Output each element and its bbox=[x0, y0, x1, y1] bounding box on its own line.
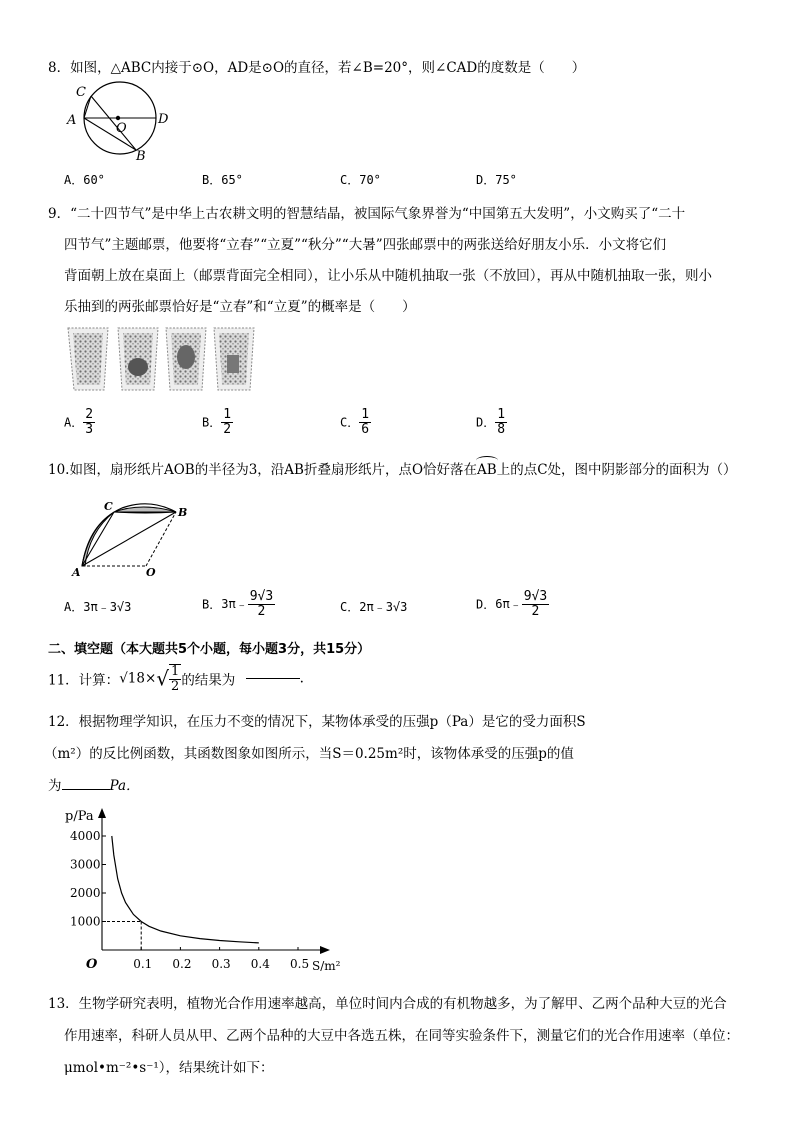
q12-chart bbox=[60, 804, 350, 976]
y-axis-label: p/Pa bbox=[65, 809, 94, 824]
q10-option-d: D．6π﹣ $\frac{9√3}{2}$ bbox=[476, 589, 548, 619]
section-2-heading: 二、填空题（本大题共5个小题，每小题3分，共15分） bbox=[48, 642, 371, 657]
stamp-2-image bbox=[118, 328, 158, 390]
q9-line-1: 9．“二十四节气”是中华上古农耕文明的智慧结晶，被国际气象界誉为“中国第五大发明”，小文购买了“二十 bbox=[48, 206, 686, 222]
q10-option-a: A．3π﹣3√3 bbox=[64, 600, 132, 614]
x-tick-label: 0.2 bbox=[172, 957, 192, 971]
y-tick-label: 4000 bbox=[70, 829, 101, 843]
x-axis-arrow bbox=[320, 946, 330, 954]
x-axis-label: S/m² bbox=[312, 959, 341, 973]
q10-option-b: B．3π﹣ $\frac{9√3}{2}$ bbox=[202, 589, 274, 619]
q8-label-d: D bbox=[158, 112, 169, 127]
q9-option-d: D． $\frac{1}{8}$ bbox=[476, 407, 506, 437]
q8-option-a: A．60° bbox=[64, 173, 105, 187]
q10-label-c: C bbox=[104, 500, 113, 513]
x-tick-label: 0.3 bbox=[211, 957, 231, 971]
x-tick-label: 0.4 bbox=[250, 957, 270, 971]
x-tick-label: 0.1 bbox=[133, 957, 153, 971]
q12-line-3: 为 Pa． bbox=[48, 778, 140, 794]
stamp-3-image bbox=[166, 328, 206, 390]
q9-option-c: C． $\frac{1}{6}$ bbox=[340, 407, 370, 437]
q11-answer-blank[interactable] bbox=[246, 678, 300, 679]
q12-answer-blank[interactable] bbox=[62, 789, 110, 790]
q10-text: 10.如图，扇形纸片AOB的半径为3，沿AB折叠扇形纸片，点O恰好落在 AB上的点C处，图中阴影部分的面积为（） bbox=[48, 458, 737, 478]
q10-label-b: B bbox=[178, 506, 188, 519]
q13-line-2: 作用速率，科研人员从甲、乙两个品种的大豆中各选五株，在同等实验条件下，测量它们的光合作用速率（单位： bbox=[64, 1028, 739, 1044]
stamp-1-image bbox=[68, 328, 108, 390]
q9-option-a: A． $\frac{2}{3}$ bbox=[64, 407, 94, 437]
stamp-4-image bbox=[214, 328, 254, 390]
q11-text: 11．计算：√18×√ $\frac{1}{2}$ 的结果为 . bbox=[48, 664, 304, 694]
y-tick-label: 3000 bbox=[70, 857, 101, 872]
q9-line-2: 四节气”主题邮票，他要将“立春”“立夏”“秋分”“大暑”四张邮票中的两张送给好朋友小乐．小文将它们 bbox=[64, 237, 667, 253]
q9-line-4: 乐抽到的两张邮票恰好是“立春”和“立夏”的概率是（ ） bbox=[64, 299, 416, 315]
q8-text: 8．如图，△ABC内接于⊙O，AD是⊙O的直径，若∠B=20°，则∠CAD的度数是（ ） bbox=[48, 60, 586, 76]
q8-label-c: C bbox=[76, 85, 86, 100]
q10-label-a: A bbox=[72, 566, 81, 579]
q8-label-o: O bbox=[116, 121, 127, 136]
y-tick-label: 1000 bbox=[70, 914, 101, 929]
q8-label-b: B bbox=[136, 149, 146, 164]
q10-option-c: C．2π﹣3√3 bbox=[340, 600, 408, 614]
q8-option-c: C．70° bbox=[340, 173, 381, 187]
q12-line-2: （m²）的反比例函数，其函数图象如图所示，当S＝0.25m²时，该物体承受的压强p的值 bbox=[44, 746, 574, 762]
q12-line-1: 12．根据物理学知识，在压力不变的情况下，某物体承受的压强p（Pa）是它的受力面积S bbox=[48, 714, 586, 730]
q8-option-d: D．75° bbox=[476, 173, 517, 187]
y-tick-label: 2000 bbox=[70, 886, 101, 900]
x-tick-label: 0.5 bbox=[290, 957, 310, 971]
series-curve bbox=[112, 836, 259, 943]
q8-label-a: A bbox=[67, 113, 77, 128]
q8-circle-figure bbox=[60, 80, 180, 164]
q10-sector-figure bbox=[62, 498, 202, 582]
q9-line-3: 背面朝上放在桌面上（邮票背面完全相同），让小乐从中随机抽取一张（不放回），再从中随机抽取一张，则小 bbox=[64, 268, 712, 284]
q10-label-o: O bbox=[146, 566, 156, 579]
q9-stamps-figure bbox=[64, 325, 264, 393]
q13-line-3: μmol•m⁻²•s⁻¹），结果统计如下： bbox=[64, 1060, 274, 1076]
q9-option-b: B． $\frac{1}{2}$ bbox=[202, 407, 232, 437]
origin-label: O bbox=[86, 957, 98, 972]
y-axis-arrow bbox=[98, 808, 106, 818]
q13-line-1: 13．生物学研究表明，植物光合作用速率越高，单位时间内合成的有机物越多，为了解甲、乙两个品种大豆的光合 bbox=[48, 996, 727, 1012]
q8-option-b: B．65° bbox=[202, 173, 243, 187]
